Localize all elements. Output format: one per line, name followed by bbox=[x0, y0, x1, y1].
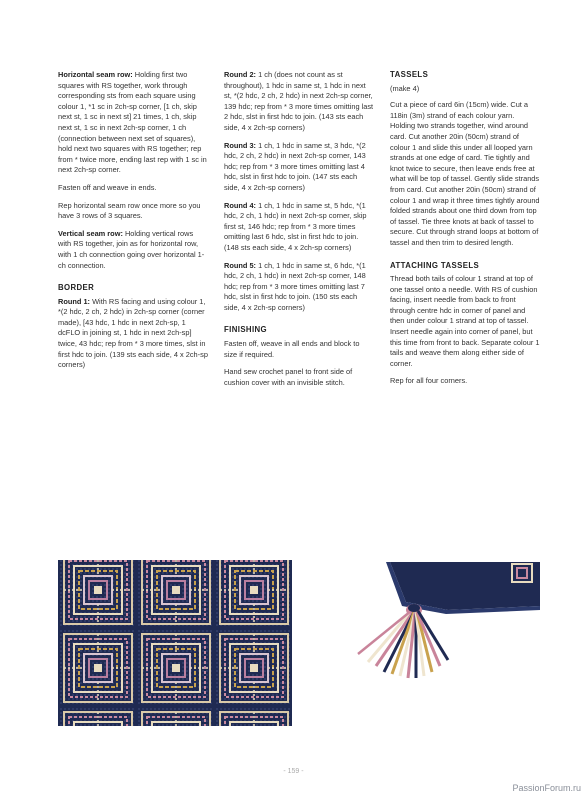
round-1-label: Round 1: bbox=[58, 296, 91, 306]
crochet-panel-photo bbox=[58, 560, 292, 726]
horizontal-seam-row-text: Holding first two squares with RS together, work through corresponding sts from each square using colour 1, *1 sc in 2ch-sp corner, [1 ch, skip next st, 1 sc in next st] 21 times, 1 ch, skip next st, 1 sc in next 2ch-sp corner, 1 ch (connection between next set of squares), hold next two squares with RS together; rep from * twice more, ending last rep with 1 sc in next 2ch-sp corner. bbox=[58, 70, 207, 175]
finishing-text-2: Hand sew crochet panel to front side of cushion cover with an invisible stitch. bbox=[224, 367, 353, 387]
repeat-horizontal-text: Rep horizontal seam row once more so you have 3 rows of 3 squares. bbox=[58, 200, 201, 221]
attaching-tassels-text: Thread both tails of colour 1 strand at top of one tassel onto a needle. With RS of cushion facing, insert needle from back to front through centre hdc in corner of panel and then under colour 1 strand at top of tassel. Insert needle again into corner of panel, but this time from front to back. Separate colour 1 tails and weave them along either side of corner. bbox=[390, 274, 540, 368]
finishing-heading: FINISHING bbox=[224, 325, 268, 335]
finishing-text-1: Fasten off, weave in all ends and block to size if required. bbox=[224, 339, 360, 359]
tassels-heading: TASSELS bbox=[390, 70, 429, 79]
round-3-text: 1 ch, 1 hdc in same st, 3 hdc, *(2 hdc, 2 ch, 2 hdc) in next 2ch-sp corner, 143 hdc; rep from * 3 more times omitting last 4 hdc, slst in first hdc to join. (147 sts each side, 4 x 2ch-sp corners) bbox=[224, 140, 366, 192]
page-number: - 159 - bbox=[283, 768, 304, 775]
horizontal-seam-row-label: Horizontal seam row: bbox=[58, 70, 133, 79]
round-4-text: 1 ch, 1 hdc in same st, 5 hdc, *(1 hdc, 2 ch, 1 hdc) in next 2ch-sp corner, skip first st, 146 hdc; rep from * 3 more times omitting last 6 hdc, slst in first hdc to join. (148 sts each side, 4 x 2ch-sp corners) bbox=[224, 200, 367, 252]
tassels-text: Cut a piece of card 6in (15cm) wide. Cut a 118in (3m) strand of each colour yarn. Holding two strands together, wind around card. Cut another 20in (50cm) strand of colour 1 and slide this under all looped yarn strands at one edge of card. Tie tightly and knot twice to secure, then leave ends free at what will be top of tassel. Gently slide strands from card. Cut another 20in (50cm) strand of colour 1 and wrap it three times tightly around folded strands about one third down from top of tassel. Tie three knots at back of tassel to secure. Cut through strand loops at bottom of tassel and then trim to desired length. bbox=[390, 100, 540, 247]
round-1-text: With RS facing and using colour 1, *(2 hdc, 2 ch, 2 hdc) in 2ch-sp corner (corner made), [43 hdc, 1 hdc in next 2ch-sp, 1 dcFLO in joining st, 1 hdc in next 2ch-sp] twice, 43 hdc; rep from * 3 more times, slst in first hdc to join. (139 sts each side, 4 x 2ch-sp corners) bbox=[58, 296, 208, 370]
repeat-corners-text: Rep for all four corners. bbox=[390, 376, 468, 386]
round-2-label: Round 2: bbox=[224, 70, 257, 79]
tassel-image bbox=[328, 562, 540, 680]
tassels-quantity: (make 4) bbox=[390, 83, 420, 93]
mosaic-pattern-image bbox=[58, 560, 292, 726]
round-2-paragraph bbox=[224, 70, 374, 134]
round-1-paragraph bbox=[58, 297, 208, 371]
right-column bbox=[390, 70, 540, 394]
round-5-text: 1 ch, 1 hdc in same st, 6 hdc, *(1 hdc, 2 ch, 1 hdc) in next 2ch-sp corner, 148 hdc; rep from * 3 more times omitting last 7 hdc, slst in first hdc to join. (150 sts each side, 4 x 2ch-sp corners) bbox=[224, 260, 366, 312]
horizontal-seam-row-paragraph bbox=[58, 70, 208, 176]
round-5-label: Round 5: bbox=[224, 260, 257, 270]
border-heading: BORDER bbox=[58, 283, 95, 293]
round-4-label: Round 4: bbox=[224, 200, 257, 210]
tassel-photo bbox=[328, 562, 540, 680]
tassel-strands bbox=[358, 604, 448, 678]
round-3-paragraph bbox=[224, 141, 374, 194]
vertical-seam-row-paragraph bbox=[58, 229, 208, 271]
fasten-off-text: Fasten off and weave in ends. bbox=[58, 182, 157, 192]
watermark: PassionForum.ru bbox=[512, 783, 581, 793]
round-2-text: 1 ch (does not count as st throughout), 1 hdc in same st, 1 hdc in next st, *(2 hdc, 2 ch, 2 hdc) in next 2ch-sp corner, 139 hdc; rep from * 3 more times omitting last 2 hdc, slst in first hdc to join. (143 sts each side, 4 x 2ch-sp corners) bbox=[224, 70, 374, 132]
attaching-tassels-heading: ATTACHING TASSELS bbox=[390, 260, 480, 270]
vertical-seam-row-label: Vertical seam row: bbox=[58, 228, 123, 238]
round-4-paragraph bbox=[224, 201, 374, 254]
left-column bbox=[58, 70, 208, 378]
vertical-seam-row-text: Holding vertical rows with RS together, join as for horizontal row, with 1 ch connection going over horizontal 1-ch connection. bbox=[58, 228, 205, 270]
round-3-label: Round 3: bbox=[224, 140, 257, 150]
middle-column bbox=[224, 70, 374, 395]
round-5-paragraph bbox=[224, 261, 374, 314]
